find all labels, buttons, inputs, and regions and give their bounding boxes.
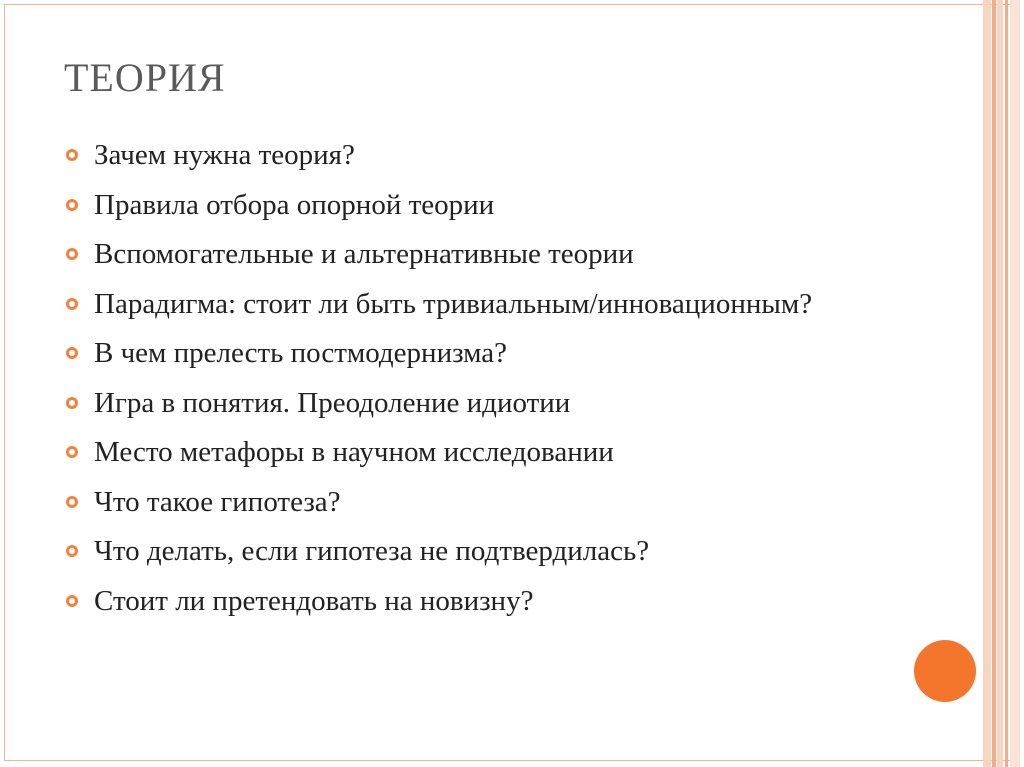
bullet-text: Парадигма: стоит ли быть тривиальным/инновационным?: [94, 287, 813, 320]
bullet-circle-icon: [66, 496, 78, 508]
slide-title: ТЕОРИЯ: [64, 55, 226, 100]
bullet-circle-icon: [66, 545, 78, 557]
bullet-circle-icon: [66, 446, 78, 458]
bullet-circle-icon: [66, 248, 78, 260]
bullet-item: [64, 581, 954, 621]
bullet-item: [64, 284, 954, 324]
bullet-circle-icon: [66, 397, 78, 409]
bullet-circle-icon: [66, 347, 78, 359]
bullet-text: Вспомогательные и альтернативные теории: [94, 238, 634, 270]
bullet-item: [64, 383, 954, 423]
bullet-list: [64, 135, 954, 630]
bullet-text: Стоит ли претендовать на новизну?: [94, 584, 534, 617]
bullet-circle-icon: [66, 149, 78, 161]
bullet-item: [64, 432, 954, 472]
decor-stripe: [1010, 0, 1020, 767]
decor-circle: [914, 640, 976, 702]
bullet-item: [64, 234, 954, 274]
bullet-text: Место метафоры в научном исследовании: [94, 436, 614, 468]
bullet-circle-icon: [66, 199, 78, 211]
decor-stripe: [992, 0, 996, 767]
bullet-item: [64, 482, 954, 522]
bullet-text: Игра в понятия. Преодоление идиотии: [94, 386, 571, 419]
bullet-item: [64, 185, 954, 225]
decor-stripe: [997, 0, 1003, 767]
bullet-circle-icon: [66, 298, 78, 310]
bullet-text: Зачем нужна теория?: [94, 139, 355, 171]
bullet-text: Что такое гипотеза?: [94, 485, 341, 518]
decor-stripe: [1005, 0, 1008, 767]
bullet-item: [64, 531, 954, 571]
bullet-circle-icon: [66, 595, 78, 607]
bullet-text: В чем прелесть постмодернизма?: [94, 337, 508, 369]
bullet-text: Правила отбора опорной теории: [94, 188, 495, 221]
decor-stripe: [983, 0, 991, 767]
bullet-item: [64, 333, 954, 373]
bullet-item: [64, 135, 954, 175]
bullet-text: Что делать, если гипотеза не подтвердилась?: [94, 535, 650, 567]
